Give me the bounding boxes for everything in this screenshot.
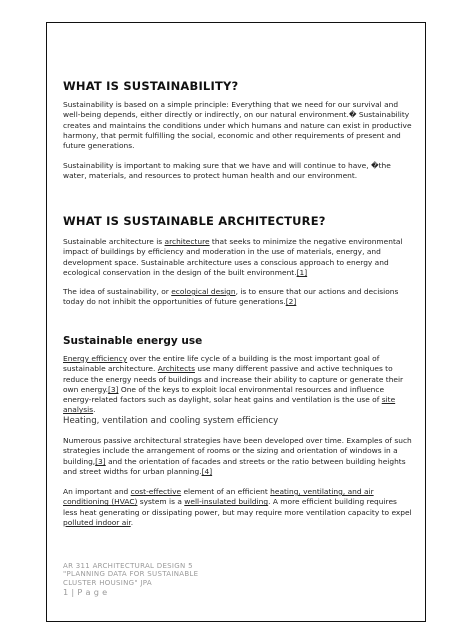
text-run: over the entire life cycle of a building is the most important goal of sustainable architecture. (63, 354, 380, 374)
page-number: 1 | P a g e (63, 586, 108, 597)
paragraph-sustainability-principle: Sustainability is based on a simple principle: Everything that we need for our survival and well-being depends, either directly or indirectly, on our natural environment.� Sustainability creates and maintains the conditions under which humans and nature can exist in productive harmony, that permit fulfilling the social, economic and other requirements of present and future generations. (63, 100, 412, 151)
heading-what-is-sustainable-architecture: WHAT IS SUSTAINABLE ARCHITECTURE? (63, 214, 326, 228)
link-architecture[interactable]: architecture (164, 237, 210, 246)
reference-link-3b[interactable]: [3] (95, 456, 106, 466)
reference-link-4[interactable]: [4] (201, 466, 213, 476)
link-polluted-indoor-air[interactable]: polluted indoor air (63, 517, 131, 527)
text-run: system is a (137, 497, 185, 507)
text-run: that seeks to minimize the negative environmental impact of buildings by efficiency and moderation in the use of materials, energy, and development space. Sustainable architecture uses a conscious approach to energy and ecological conservation in the design of the built environment. (63, 237, 403, 277)
text-run: An important and (63, 487, 131, 496)
footer-title-line-2: CLUSTER HOUSING" JPA (63, 578, 152, 587)
link-energy-efficiency[interactable]: Energy efficiency (63, 354, 128, 363)
text-run: use many different passive and active techniques to reduce the energy needs of buildings and increase their ability to capture or generate their own energy. (63, 364, 404, 394)
text-run: . A more efficient building requires less heat generating or dissipating power, but may require more ventilation capacity to expel (63, 497, 412, 517)
text-run: . (93, 405, 96, 415)
text-run: and the orientation of facades and streets or the ratio between building heights and street widths for urban planning. (63, 456, 406, 476)
text-run: Numerous passive architectural strategies have been developed over time. Examples of such strategies include the arrangement of rooms or the sizing and orientation of windows in a building, (63, 436, 412, 466)
link-architects[interactable]: Architects (157, 364, 195, 374)
reference-link-1[interactable]: [1] (296, 267, 308, 277)
page-footer (63, 562, 263, 596)
reference-link-2[interactable]: [2] (285, 297, 297, 307)
text-run: element of an efficient (181, 487, 271, 496)
footer-title-line: "PLANNING DATA FOR SUSTAINABLE (63, 570, 199, 579)
paragraph-passive-strategies (63, 436, 413, 477)
text-run: One of the keys to exploit local environmental resources and influence energy-related factors such as daylight, solar heat gains and ventilation is the use of (63, 384, 385, 405)
paragraph-energy-efficiency (63, 354, 413, 416)
text-run: . (130, 517, 134, 527)
footer-course-line: AR 311 ARCHITECTURAL DESIGN 5 (63, 562, 193, 570)
heading-sustainable-energy-use: Sustainable energy use (63, 335, 203, 347)
paragraph-ecological-design (63, 287, 413, 308)
reference-link-3[interactable]: [3] (107, 384, 119, 394)
heading-hvac-efficiency: Heating, ventilation and cooling system efficiency (63, 416, 279, 426)
text-run: The idea of sustainability, or (63, 287, 172, 296)
link-ecological-design[interactable]: ecological design (171, 287, 236, 296)
heading-what-is-sustainability: WHAT IS SUSTAINABILITY? (63, 79, 239, 93)
paragraph-hvac-insulation (63, 487, 413, 528)
paragraph-sustainability-importance: Sustainability is important to making sure that we have and will continue to have, �the water, materials, and resources to protect human health and our environment. (63, 161, 391, 181)
text-run: Sustainable architecture is (63, 237, 165, 246)
paragraph-sustainable-architecture-definition (63, 237, 413, 278)
link-cost-effective[interactable]: cost-effective (130, 487, 182, 496)
link-hvac[interactable]: heating, ventilating, and air conditioning (HVAC) (63, 487, 374, 507)
link-site-analysis[interactable]: site analysis (63, 395, 396, 415)
link-well-insulated-building[interactable]: well-insulated building (184, 497, 269, 507)
text-run: , is to ensure that our actions and decisions today do not inhibit the opportunities of future generations. (63, 287, 399, 307)
